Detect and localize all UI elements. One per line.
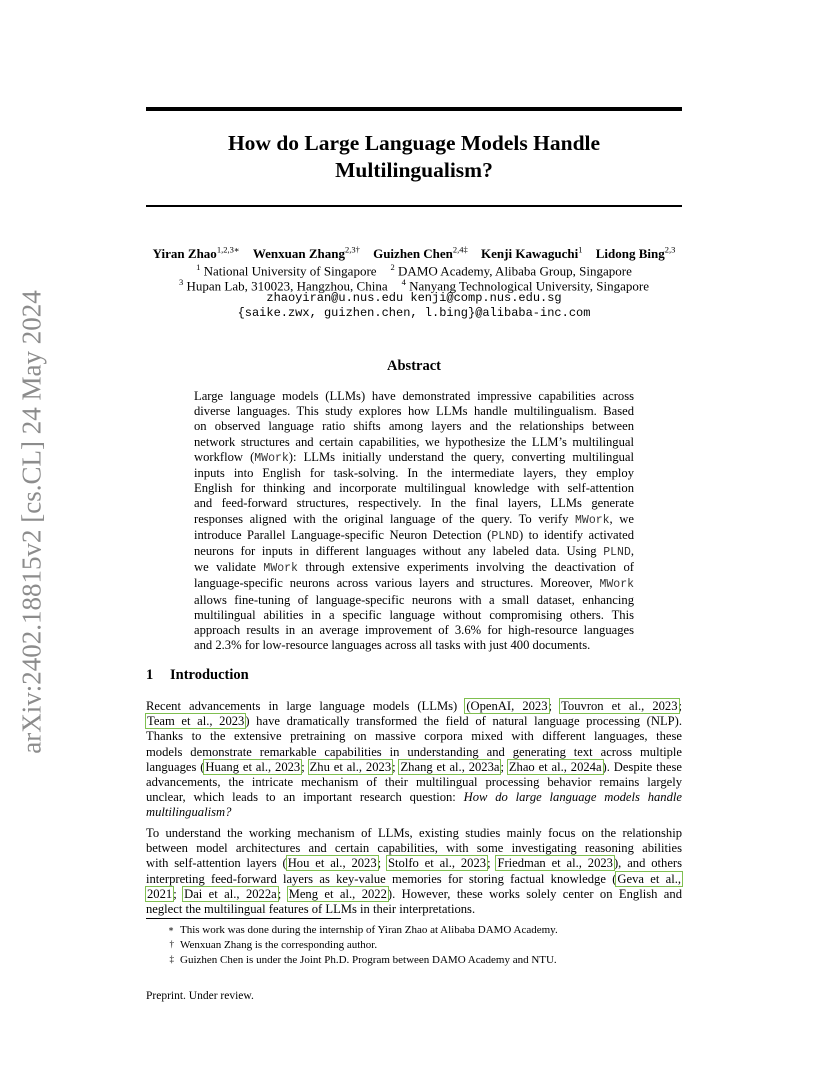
text-run: ). However, these works solely center on English and	[387, 886, 682, 901]
abstract-line	[194, 560, 634, 576]
abstract-line: approach results in an average improvement of 3.6% for high-resource languages	[194, 623, 634, 638]
paper-title	[146, 130, 682, 184]
footnote-text: Guizhen Chen is under the Joint Ph.D. Program between DAMO Academy and NTU.	[180, 954, 557, 966]
abstract-line: allows fine-tuning of language-specific neurons with a small dataset, enhancing	[194, 592, 634, 607]
text-run: introduce Parallel Language-specific Neuron Detection (	[194, 527, 492, 542]
abstract-line	[194, 544, 634, 560]
text-run: ): LLMs initially understand the query, converting multilingual	[288, 449, 635, 464]
body-line	[146, 699, 682, 714]
author-name: Wenxuan Zhang	[252, 246, 345, 262]
citation-link[interactable]: Friedman et al., 2023	[497, 856, 613, 871]
footnote-text: This work was done during the internship of Yiran Zhao at Alibaba DAMO Academy.	[180, 924, 558, 936]
author-affil-marks: 2,3	[664, 245, 676, 255]
abstract-heading: Abstract	[387, 358, 441, 374]
body-line: Thanks to the extensive pretraining on massive corpora mixed with different languages, these	[146, 729, 682, 744]
footnote	[146, 923, 558, 937]
author-name: Guizhen Chen	[373, 246, 453, 262]
body-line: To understand the working mechanism of LLMs, existing studies mainly focus on the relationship	[146, 826, 682, 840]
citation-link[interactable]: Huang et al., 2023	[205, 759, 301, 774]
citation-link[interactable]: Team et al., 2023	[147, 714, 245, 729]
abstract-line: and feed-forward structures, respectively. In the final layers, LLMs generate	[194, 496, 634, 511]
code-term: PLND	[603, 546, 631, 560]
citation-link[interactable]: Hou et al., 2023	[287, 856, 377, 871]
section-title: Introduction	[170, 667, 249, 683]
affiliation: DAMO Academy, Alibaba Group, Singapore	[398, 263, 632, 279]
affiliation: Hupan Lab, 310023, Hangzhou, China	[186, 278, 388, 294]
affiliation: Nanyang Technological University, Singapore	[409, 278, 649, 294]
affil-mark: 3	[179, 277, 184, 287]
body-line: neglect the multilingual features of LLMs in their interpretations.	[146, 902, 476, 917]
citation-link[interactable]: Touvron et al., 2023	[561, 699, 678, 713]
text-run: interpreting feed-forward layers as key-value memories for storing factual knowledge (	[146, 871, 617, 886]
intro-paragraph-2	[146, 826, 682, 917]
body-line	[146, 872, 682, 887]
footnote-mark: †	[169, 939, 174, 949]
body-line: between model architectures and certain capabilities, with some investigating reasoning abilities	[146, 841, 682, 856]
text-run: languages (	[146, 759, 205, 774]
text-run: responses aligned with the original language of the query. To verify	[194, 511, 576, 526]
text-run: neurons for inputs in different languages without any labeled data. Using	[194, 544, 604, 559]
citation-link[interactable]: (OpenAI, 2023	[466, 699, 548, 713]
body-line: with self-attention layers (Hou et al., 2023; Stolfo et al., 2023; Friedman et al., 2023), and others	[146, 856, 683, 871]
author-name: Kenji Kawaguchi	[481, 246, 579, 262]
text-run: unclear, which leads to an important research question:	[146, 790, 464, 805]
citation-link[interactable]: Geva et al.,	[617, 871, 681, 886]
affiliation: National University of Singapore	[203, 263, 377, 279]
abstract-line: Large language models (LLMs) have demonstrated impressive capabilities across	[194, 389, 634, 403]
title-line-2: Multilingualism?	[335, 158, 493, 182]
research-question: multilingualism?	[146, 805, 232, 820]
arxiv-stamp[interactable]: arXiv:2402.18815v2 [cs.CL] 24 May 2024	[16, 290, 47, 754]
text-run: ) to identify activated	[518, 527, 634, 542]
footnote	[146, 953, 557, 967]
code-term: MWork	[254, 451, 289, 465]
affil-mark: 4	[401, 277, 406, 287]
abstract-line: multilingual abilities in a specific language without compromising others. This	[194, 607, 634, 622]
preprint-note: Preprint. Under review.	[146, 990, 254, 1002]
author-affil-marks: 1,2,3∗	[216, 245, 240, 255]
text-run: we validate	[194, 560, 264, 575]
abstract-line: diverse languages. This study explores how LLMs handle multilingualism. Based	[194, 404, 634, 419]
title-top-rule	[146, 107, 682, 111]
affil-mark: 2	[390, 262, 395, 272]
citation-link[interactable]: Dai et al., 2022a	[184, 886, 277, 901]
citation-link[interactable]: Zhu et al., 2023	[309, 759, 392, 774]
abstract-line	[194, 528, 634, 544]
author-affil-marks: 2,4‡	[452, 245, 468, 255]
footnote-mark: ‡	[169, 954, 174, 964]
section-number: 1	[146, 667, 154, 683]
footnote-rule	[146, 918, 341, 919]
text-run: ,	[630, 544, 634, 559]
citation-link[interactable]: Stolfo et al., 2023	[388, 856, 487, 871]
code-term: MWork	[575, 513, 610, 527]
text-run: , we	[609, 511, 634, 526]
footnote-mark: ∗	[167, 924, 174, 934]
code-term: MWork	[599, 578, 634, 592]
body-line: models demonstrate remarkable capabilities in understanding and generating text across multiple	[146, 744, 682, 759]
abstract-line: inputs into English for task-solving. In the intermediate layers, they employ	[194, 466, 634, 481]
text-run: ;	[678, 699, 683, 713]
abstract-line	[194, 450, 634, 466]
affil-mark: 1	[196, 262, 201, 272]
arxiv-stamp-container	[14, 282, 50, 762]
text-run: with self-attention layers (	[146, 856, 287, 871]
citation-link[interactable]: Meng et al., 2022	[288, 886, 387, 901]
author-name: Yiran Zhao	[152, 246, 217, 262]
body-line: advancements, the intricate mechanism of their multilingual processing behavior remains largely	[146, 775, 682, 790]
email-line-1[interactable]: zhaoyiran@u.nus.edu kenji@comp.nus.edu.sg	[266, 291, 562, 305]
text-run: ) have dramatically transformed the field of natural language processing (NLP).	[245, 714, 682, 729]
title-line-1: How do Large Language Models Handle	[227, 131, 601, 155]
title-bottom-rule	[146, 205, 682, 207]
author-affil-marks: 2,3†	[344, 245, 360, 255]
body-line: 2021; Dai et al., 2022a; Meng et al., 2022). However, these works solely center on English and	[147, 886, 682, 901]
text-run: through extensive experiments involving the deactivation of	[297, 560, 634, 575]
code-term: MWork	[263, 562, 298, 576]
abstract-line: on observed language ratio shifts among layers and the relationships between	[194, 419, 634, 434]
citation-link[interactable]: 2021	[147, 886, 173, 901]
intro-paragraph-1	[146, 699, 682, 821]
author-affil-marks: 1	[578, 245, 583, 255]
text-run: ;	[548, 699, 561, 713]
citation-link[interactable]: Zhang et al., 2023a	[400, 759, 500, 774]
author-name: Lidong Bing	[595, 246, 665, 262]
abstract-line	[194, 512, 634, 528]
text-run: language-specific neurons across various layers and structures. Moreover,	[194, 576, 600, 591]
citation-link[interactable]: Zhao et al., 2024a	[508, 759, 602, 774]
footnote	[146, 938, 377, 952]
research-question: How do large language models handle	[463, 790, 682, 805]
footnote-text: Wenxuan Zhang is the corresponding author.	[180, 939, 378, 951]
abstract-body	[194, 389, 634, 653]
code-term: PLND	[491, 529, 519, 543]
email-line-2[interactable]: {saike.zwx, guizhen.chen, l.bing}@alibaba-inc.com	[237, 306, 591, 320]
abstract-line	[194, 576, 634, 592]
text-run: Recent advancements in large language models (LLMs)	[146, 699, 466, 713]
section-heading	[146, 667, 249, 684]
abstract-line: and 2.3% for low-resource languages across all tasks with just 400 documents.	[194, 638, 591, 653]
abstract-line: network structures and certain capabilities, we hypothesize the LLM’s multilingual	[194, 434, 634, 449]
text-run: workflow (	[194, 449, 255, 464]
abstract-line: English for thinking and incorporate multilingual knowledge with self-attention	[194, 481, 634, 496]
body-line	[146, 805, 682, 820]
body-line: languages (Huang et al., 2023; Zhu et al., 2023; Zhang et al., 2023a; Zhao et al., 2024a). Despite these	[146, 759, 682, 774]
text-run: ). Despite these	[602, 759, 682, 774]
text-run: ), and others	[613, 856, 683, 871]
body-line	[146, 714, 682, 729]
body-line	[146, 790, 682, 805]
